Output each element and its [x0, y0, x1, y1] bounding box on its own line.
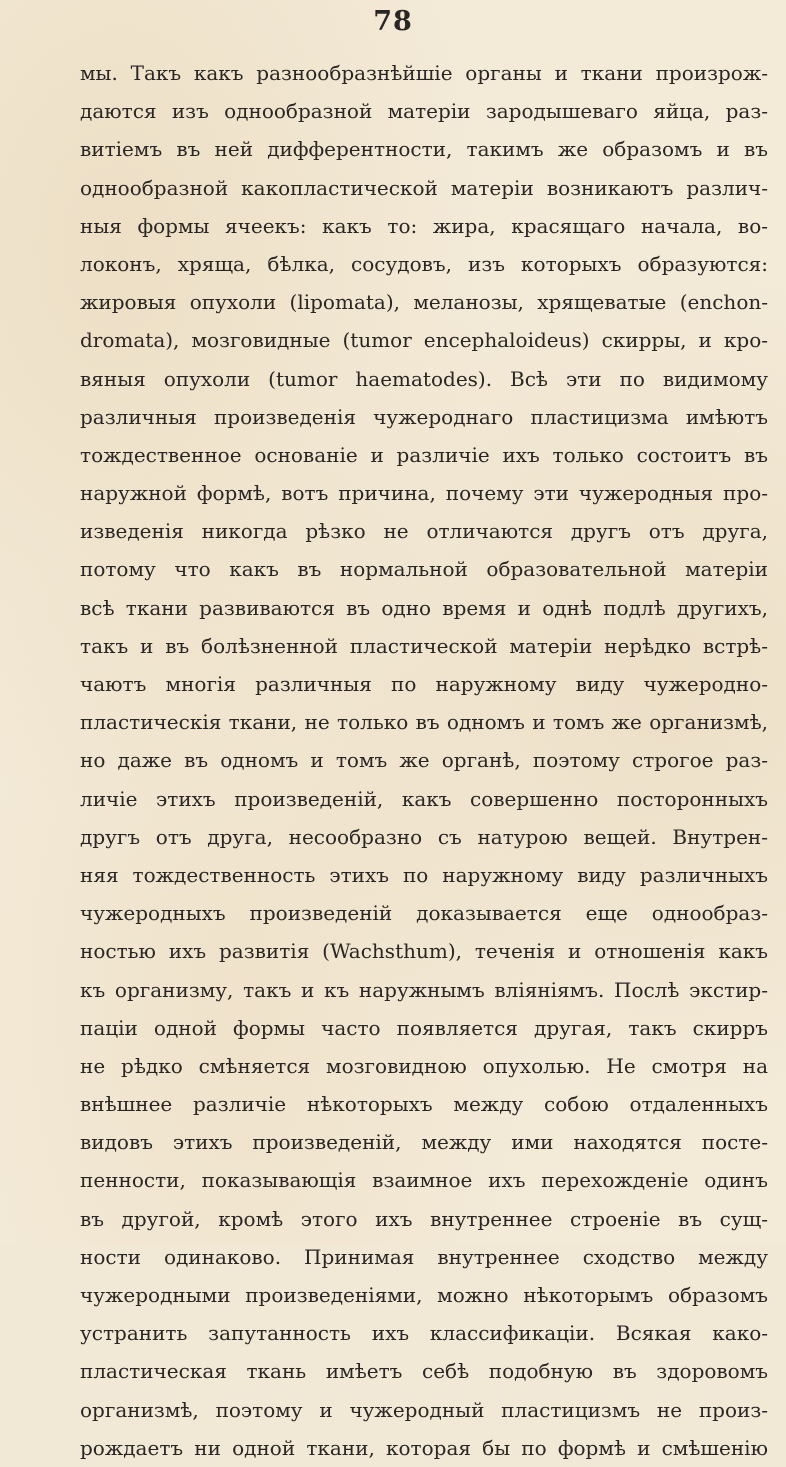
text-line: ныя формы ячеекъ: какъ то: жира, красящаго начала, во-: [80, 213, 768, 238]
text-line: наружной формѣ, вотъ причина, почему эти чужеродныя про-: [80, 481, 768, 506]
text-line: однообразной какопластической матерiи возникаютъ различ-: [80, 175, 768, 200]
text-line: видовъ этихъ произведенiй, между ими находятся посте-: [80, 1130, 768, 1155]
text-line: потому что какъ въ нормальной образовательной матерiи: [80, 557, 768, 582]
text-line: чаютъ многiя различныя по наружному виду чужеродно-: [80, 672, 768, 696]
text-line: такъ и въ болѣзненной пластической матерiи нерѣдко встрѣ-: [80, 633, 768, 658]
text-line: витiемъ въ ней диффeрентности, такимъ же образомъ и въ: [80, 137, 768, 162]
body-text: [80, 54, 768, 1467]
text-line: пацiи одной формы часто появляется другая, такъ скирръ: [80, 1015, 768, 1040]
text-line: пластическая ткань имѣетъ себѣ подобную въ здоровомъ: [80, 1359, 768, 1384]
text-line: пенности, показывающiя взаимное ихъ перехожденiе одинъ: [80, 1168, 768, 1193]
text-line: различныя произведенiя чужероднаго пластицизма имѣютъ: [80, 404, 768, 429]
text-line: организмѣ, поэтому и чужеродный пластицизмъ не произ-: [80, 1397, 768, 1422]
text-line: внѣшнее различiе нѣкоторыхъ между собою отдаленныхъ: [80, 1092, 768, 1117]
text-line: устранить запутанность ихъ классификацiи. Всякая како-: [80, 1321, 768, 1346]
text-line: всѣ ткани развиваются въ одно время и однѣ подлѣ другихъ,: [80, 595, 768, 620]
text-line: ностью ихъ развитiя (Wachsthum), теченiя и отношенiя какъ: [80, 939, 768, 964]
text-line: няя тождественность этихъ по наружному виду различныхъ: [80, 862, 768, 887]
text-line: вяныя опухоли (tumor haematodes). Всѣ эти по видимому: [80, 366, 768, 391]
text-line: даются изъ однообразной матерiи зародышеваго яйца, раз-: [80, 99, 768, 124]
text-line: другъ отъ друга, несообразно съ натурою вещей. Внутрен-: [80, 824, 768, 849]
text-line: рождаетъ ни одной ткани, которая бы по формѣ и смѣшенiю: [80, 1435, 768, 1460]
text-line: чужеродныхъ произведенiй доказывается еще однообраз-: [80, 901, 768, 926]
text-line: локонъ, хряща, бѣлка, сосудовъ, изъ которыхъ образуются:: [80, 251, 768, 276]
text-line: въ другой, кромѣ этого ихъ внутреннее строенiе въ сущ-: [80, 1206, 768, 1231]
text-line: личiе этихъ произведенiй, какъ совершенно посторонныхъ: [80, 786, 768, 811]
text-line: dromata), мозговидные (tumor encephaloideus) скирры, и кро-: [80, 328, 768, 353]
text-line: изведенiя никогда рѣзко не отличаются другъ отъ друга,: [80, 519, 768, 544]
text-line: чужеродными произведенiями, можно нѣкоторымъ образомъ: [80, 1283, 768, 1307]
text-line: тождественное основанiе и различiе ихъ только состоитъ въ: [80, 442, 768, 467]
text-line: жировыя опухоли (lipomata), меланозы, хрящеватые (enchon-: [80, 290, 768, 315]
text-line: не рѣдко смѣняется мозговидною опухолью. Не смотря на: [80, 1053, 768, 1078]
page-number: 78: [373, 6, 413, 37]
text-line: но даже въ одномъ и томъ же органѣ, поэтому строгое раз-: [80, 748, 768, 773]
text-line: ности одинаково. Принимая внутреннее сходство между: [80, 1244, 768, 1269]
text-line: пластическiя ткани, не только въ одномъ и томъ же организмѣ,: [80, 710, 768, 735]
text-line: къ организму, такъ и къ наружнымъ влiянiямъ. Послѣ экстир-: [80, 977, 768, 1002]
text-line: мы. Такъ какъ разнообразнѣйшiе органы и ткани произрож-: [80, 61, 768, 85]
